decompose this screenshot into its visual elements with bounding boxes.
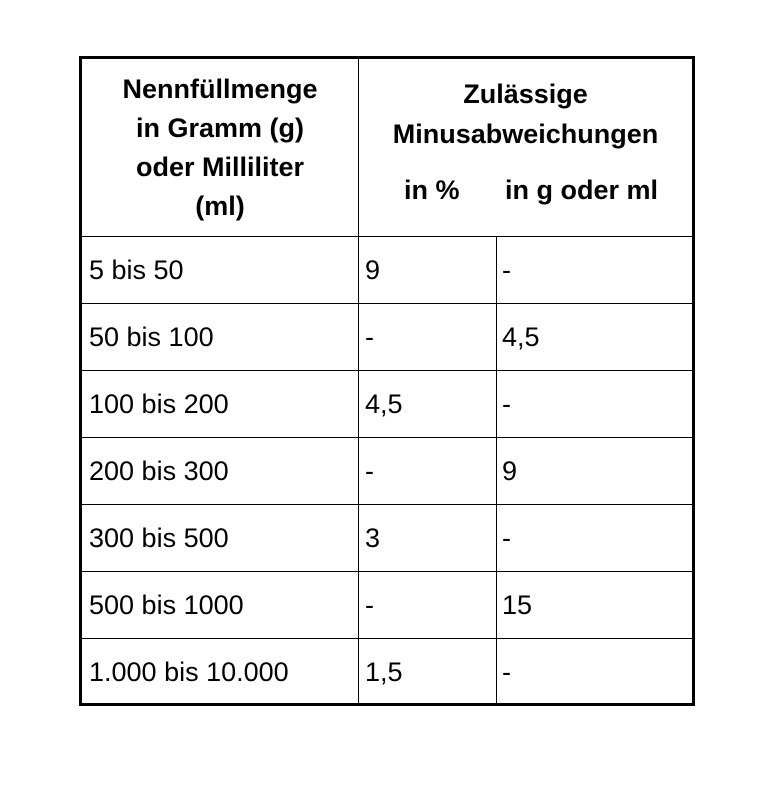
row-divider bbox=[82, 571, 692, 572]
header-group-line: Zulässige bbox=[463, 79, 588, 109]
row-divider bbox=[82, 236, 692, 237]
tolerance-table bbox=[79, 56, 695, 706]
cell-deviation-percent: 3 bbox=[365, 523, 381, 553]
header-line: in Gramm (g) bbox=[135, 112, 304, 143]
cell-nominal-quantity: 5 bis 50 bbox=[89, 255, 184, 285]
cell-deviation-g-ml: 15 bbox=[502, 590, 533, 620]
header-nominal-quantity bbox=[82, 59, 358, 236]
cell-deviation-g-ml: 4,5 bbox=[502, 322, 540, 352]
cell-deviation-g-ml: - bbox=[502, 389, 511, 419]
cell-deviation-percent: - bbox=[365, 456, 374, 486]
header-g-or-ml: in g oder ml bbox=[505, 175, 659, 205]
row-divider bbox=[82, 504, 692, 505]
cell-deviation-g-ml: - bbox=[502, 523, 511, 553]
header-line: (ml) bbox=[195, 190, 245, 221]
column-divider bbox=[358, 59, 359, 705]
cell-nominal-quantity: 50 bis 100 bbox=[89, 322, 214, 352]
cell-nominal-quantity: 200 bis 300 bbox=[89, 456, 229, 486]
cell-nominal-quantity: 300 bis 500 bbox=[89, 523, 229, 553]
cell-deviation-percent: 9 bbox=[365, 255, 381, 285]
cell-deviation-percent: - bbox=[365, 590, 374, 620]
cell-nominal-quantity: 100 bis 200 bbox=[89, 389, 229, 419]
cell-nominal-quantity: 500 bis 1000 bbox=[89, 590, 244, 620]
cell-deviation-g-ml: - bbox=[502, 657, 511, 687]
header-percent: in % bbox=[404, 175, 460, 205]
cell-deviation-percent: - bbox=[365, 322, 374, 352]
cell-deviation-percent: 4,5 bbox=[365, 389, 403, 419]
row-divider bbox=[82, 370, 692, 371]
row-divider bbox=[82, 437, 692, 438]
header-line: oder Milliliter bbox=[135, 151, 305, 182]
cell-deviation-g-ml: 9 bbox=[502, 456, 518, 486]
cell-nominal-quantity: 1.000 bis 10.000 bbox=[89, 657, 289, 687]
cell-deviation-percent: 1,5 bbox=[365, 657, 403, 687]
column-divider bbox=[496, 236, 497, 705]
header-permitted-deviations bbox=[359, 59, 692, 236]
row-divider bbox=[82, 303, 692, 304]
header-line: Nennfüllmenge bbox=[122, 73, 318, 104]
cell-deviation-g-ml: - bbox=[502, 255, 511, 285]
header-group-line: Minusabweichungen bbox=[392, 119, 659, 149]
row-divider bbox=[82, 638, 692, 639]
